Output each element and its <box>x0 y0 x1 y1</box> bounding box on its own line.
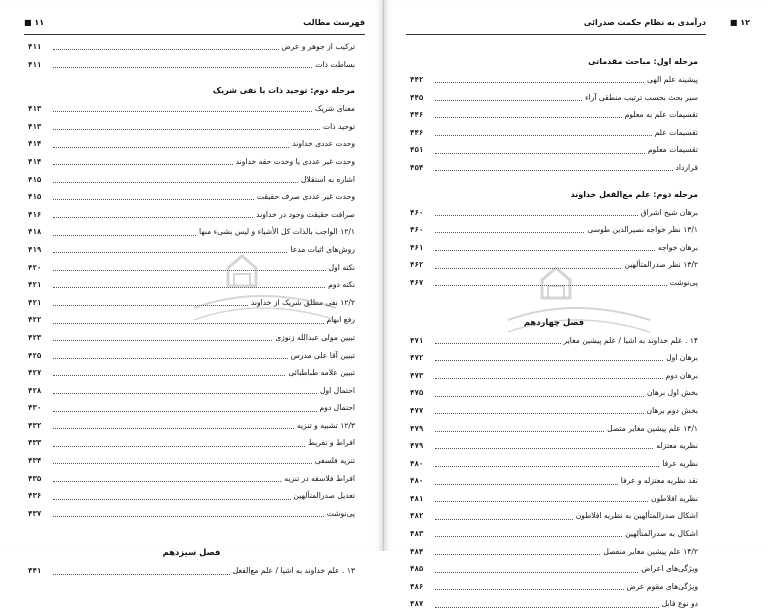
dot-leader <box>53 481 281 482</box>
toc-entry-title: برهان اول <box>666 353 698 363</box>
toc-entry-page: ۴۳۶ <box>28 491 42 501</box>
toc-entry-page: ۴۷۲ <box>410 353 424 363</box>
toc-entry <box>28 100 355 118</box>
dot-leader <box>435 343 561 344</box>
toc-entry-title: برهان شیخ اشراق <box>640 207 698 217</box>
toc-entry-page: ۴۷۷ <box>410 405 424 415</box>
toc-entry-page: ۴۸۲ <box>410 511 424 521</box>
toc-entry <box>28 56 355 74</box>
toc-entry-page: ۴۶۰ <box>410 225 424 235</box>
dot-leader <box>435 153 645 154</box>
toc-entry-title: بخش دوم برهان <box>646 405 698 415</box>
toc-entry <box>410 124 698 142</box>
dot-leader <box>53 516 324 517</box>
toc-entry <box>410 595 698 613</box>
dot-leader <box>53 147 289 148</box>
toc-entry <box>410 437 698 455</box>
toc-entry-title: پی‌نوشت <box>326 508 355 518</box>
toc-entry-title: ۱۳/۲ نظر صدرالمتألهین <box>624 260 698 270</box>
toc-entry-title: وحدت غیر عددی صرف حقیقت <box>256 192 355 202</box>
dot-leader <box>53 428 294 429</box>
dot-leader <box>53 411 317 412</box>
dot-leader <box>435 135 652 136</box>
dot-leader <box>435 536 622 537</box>
toc-entry-title: احتمال دوم <box>319 403 355 413</box>
toc-entry-page: ۴۱۳ <box>28 121 42 131</box>
toc-entry <box>28 38 355 56</box>
dot-leader <box>53 129 320 130</box>
toc-entry-title: تنزیه فلسفی <box>314 456 355 466</box>
toc-entry <box>28 452 355 470</box>
toc-entry-title: ویژگی‌های مقوم عرض <box>626 581 698 591</box>
toc-entry <box>410 159 698 177</box>
toc-entry-page: ۴۵۱ <box>410 145 424 155</box>
toc-entry-page: ۴۷۳ <box>410 370 424 380</box>
toc-entry-page: ۴۱۴ <box>28 139 42 149</box>
toc-entry <box>410 543 698 561</box>
watermark-seal <box>504 262 654 342</box>
toc-entry-page: ۴۱۹ <box>28 244 42 254</box>
toc-entry-page: ۴۴۶ <box>410 127 424 137</box>
toc-entry-page: ۴۱۵ <box>28 174 42 184</box>
dot-leader <box>435 501 648 502</box>
toc-entry-title: تقسیمات معلوم <box>647 145 698 155</box>
dot-leader <box>435 82 644 83</box>
toc-entry-title: ۱۲/۱ الواجب بالذات کل الأشیاء و لیس بشیء منها <box>199 227 355 237</box>
dot-leader <box>53 358 288 359</box>
toc-entry-page: ۴۴۲ <box>410 75 424 84</box>
toc-entry-title: اشاره به استقلال <box>300 174 355 184</box>
toc-entry <box>410 490 698 508</box>
right-page-header <box>406 18 706 32</box>
toc-entry-page: ۴۱۱ <box>28 42 42 51</box>
toc-entry <box>410 141 698 159</box>
toc-entry-page: ۴۸۶ <box>410 581 424 591</box>
toc-entry <box>410 525 698 543</box>
dot-leader <box>53 199 254 200</box>
toc-entry <box>410 560 698 578</box>
toc-entry-title: روش‌های اثبات مدعا <box>290 244 355 254</box>
dot-leader <box>435 360 663 361</box>
right-header-rule <box>406 34 706 35</box>
toc-entry-title: نکته دوم <box>328 280 355 290</box>
toc-entry-title: سیر بحث بحسب ترتیب منطقی آراء <box>584 92 698 102</box>
dot-leader <box>435 589 624 590</box>
toc-entry-page: ۴۶۰ <box>410 207 424 217</box>
toc-entry-title: نظریه افلاطون <box>651 493 698 503</box>
toc-entry-page: ۴۲۱ <box>28 280 42 290</box>
toc-entry-title: تبیین آقا علی مدرس <box>290 350 355 360</box>
toc-entry <box>28 188 355 206</box>
toc-entry-title: ۱۴ . علم خداوند به اشیا / علم پیشین مغایر <box>563 335 698 345</box>
left-header-rule <box>24 34 365 35</box>
toc-entry-page: ۴۳۰ <box>28 403 42 413</box>
dot-leader <box>53 235 196 236</box>
toc-entry-title: ۱۳/۱ نظر خواجه نصیرالدین طوسی <box>587 225 698 235</box>
dot-leader <box>53 217 253 218</box>
toc-entry-page: ۴۸۳ <box>410 529 424 539</box>
toc-entry <box>28 206 355 224</box>
toc-entry-title: برهان خواجه <box>657 242 698 252</box>
toc-entry-title: تعدیل صدرالمتألهین <box>293 491 355 501</box>
toc-entry-page: ۴۳۴ <box>28 456 42 466</box>
toc-entry-page: ۴۲۷ <box>28 368 42 378</box>
toc-entry-page: ۴۳۲ <box>28 420 42 430</box>
toc-entry <box>28 153 355 171</box>
dot-leader <box>53 111 312 112</box>
toc-entry <box>28 417 355 435</box>
dot-leader <box>53 446 305 447</box>
toc-entry-title: معنای شریک <box>314 104 355 114</box>
right-chapter-title: فصل چهاردهم <box>523 316 585 327</box>
dot-leader <box>53 67 312 68</box>
toc-entry-title: قرارداد <box>675 162 698 172</box>
toc-entry <box>410 384 698 402</box>
toc-entry-title: تبیین علامه طباطبائی <box>288 368 355 378</box>
toc-entry-title: ویژگی‌های اعراض <box>641 564 698 574</box>
toc-entry <box>28 171 355 189</box>
toc-entry-page: ۴۶۱ <box>410 242 424 252</box>
toc-entry-page: ۴۸۷ <box>410 599 424 609</box>
dot-leader <box>435 484 618 485</box>
toc-entry-title: اشکال صدرالمتألهین به نظریه افلاطون <box>575 511 698 521</box>
dot-leader <box>53 375 285 376</box>
dot-leader <box>435 378 663 379</box>
toc-entry-page: ۴۲۵ <box>28 350 42 360</box>
toc-entry-page: ۴۴۱ <box>28 566 42 576</box>
dot-leader <box>435 215 638 216</box>
toc-entry-title: ۱۳ . علم خداوند به اشیا / علم مع‌الفعل <box>232 566 355 576</box>
toc-entry <box>28 223 355 241</box>
right-header-title: درآمدی به نظام حکمت صدرائی <box>583 18 706 27</box>
toc-entry <box>28 364 355 382</box>
toc-entry-title: صرافت حقیقت وجود در خداوند <box>256 209 355 219</box>
toc-entry <box>28 562 355 580</box>
toc-entry-title: بخش اول برهان <box>646 388 698 398</box>
watermark-seal <box>190 250 340 330</box>
toc-entry-page: ۴۲۲ <box>28 315 42 325</box>
toc-entry-page: ۴۱۱ <box>28 59 42 69</box>
toc-entry-title: بساطت ذات <box>315 59 355 69</box>
toc-entry-title: اشکال به صدرالمتألهین <box>625 529 698 539</box>
toc-entry-title: ۱۲/۲ نفی مطلق شریک از خداوند <box>250 297 355 307</box>
toc-entry-page: ۴۱۶ <box>28 209 42 219</box>
dot-leader <box>53 499 291 500</box>
toc-entry-title: نظریه عرفا <box>662 458 698 468</box>
toc-entry <box>410 507 698 525</box>
toc-entry-title: ۱۲/۳ تشبیه و تنزیه <box>296 420 355 430</box>
dot-leader <box>53 463 312 464</box>
toc-entry <box>410 221 698 239</box>
toc-entry-title: ۱۴/۲ علم پیشین مغایر منفصل <box>603 546 698 556</box>
left-chapter-title: فصل سیزدهم <box>162 547 221 558</box>
dot-leader <box>53 164 233 165</box>
dot-leader <box>435 466 659 467</box>
toc-entry-page: ۴۳۷ <box>28 508 42 518</box>
right-page-number: ۱۲ ■ <box>729 18 750 27</box>
dot-leader <box>53 393 317 394</box>
toc-entry-page: ۴۷۹ <box>410 441 424 451</box>
toc-entry <box>28 135 355 153</box>
dot-leader <box>435 232 584 233</box>
toc-entry-title: تقسیمات علم <box>654 127 698 137</box>
dot-leader <box>435 431 604 432</box>
dot-leader <box>53 182 298 183</box>
toc-entry-page: ۴۸۵ <box>410 564 424 574</box>
toc-entry <box>410 455 698 473</box>
toc-entry-title: نکته اول <box>328 262 355 272</box>
toc-entry-page: ۴۶۲ <box>410 260 424 270</box>
dot-leader <box>435 572 638 573</box>
right-section1-title: مرحله اول: مباحث مقدماتی <box>588 57 698 66</box>
toc-entry-page: ۴۸۴ <box>410 546 424 556</box>
toc-entry-title: نقد نظریه معتزله و عرفا <box>620 476 698 486</box>
toc-entry-page: ۴۳۵ <box>28 473 42 483</box>
toc-entry-title: رفع ابهام <box>326 315 355 325</box>
toc-entry <box>28 399 355 417</box>
left-page-number: ۱۱ ■ <box>24 18 45 27</box>
left-page <box>0 0 384 576</box>
toc-entry-page: ۴۷۵ <box>410 388 424 398</box>
toc-entry-title: افراط و تفریط <box>307 438 355 448</box>
left-header-title: فهرست مطالب <box>303 18 365 27</box>
toc-entry <box>410 71 698 89</box>
toc-entry <box>410 472 698 490</box>
dot-leader <box>435 117 622 118</box>
toc-entry <box>28 347 355 365</box>
toc-entry-title: ۱۴/۱ علم پیشین مغایر متصل <box>607 423 698 433</box>
toc-entry-page: ۴۶۷ <box>410 277 424 287</box>
toc-entry-page: ۴۲۱ <box>28 297 42 307</box>
dot-leader <box>435 554 600 555</box>
toc-entry <box>28 382 355 400</box>
right-page-number-box <box>710 18 750 32</box>
toc-entry-page: ۴۷۱ <box>410 335 424 345</box>
toc-entry <box>28 329 355 347</box>
dot-leader <box>435 607 659 608</box>
toc-entry-page: ۴۷۹ <box>410 423 424 433</box>
toc-entry-title: پیشینه علم الهی <box>646 75 698 84</box>
toc-entry-title: وحدت عددی خداوند <box>292 139 355 149</box>
dot-leader <box>53 574 230 575</box>
toc-entry-page: ۴۲۰ <box>28 262 42 272</box>
toc-entry <box>28 434 355 452</box>
dot-leader <box>435 413 644 414</box>
toc-entry <box>410 578 698 596</box>
toc-entry-page: ۴۱۴ <box>28 156 42 166</box>
toc-entry <box>410 349 698 367</box>
dot-leader <box>435 396 644 397</box>
toc-entry <box>410 204 698 222</box>
toc-entry-page: ۴۴۶ <box>410 110 424 120</box>
toc-entry-page: ۴۲۳ <box>28 332 42 342</box>
toc-entry-title: احتمال اول <box>319 385 355 395</box>
toc-entry-page: ۴۵۴ <box>410 162 424 172</box>
toc-entry-page: ۴۸۰ <box>410 476 424 486</box>
toc-entry-title: توحید ذات <box>322 121 355 131</box>
toc-entry-title: تبیین مولی عبدالله زنوزی <box>275 332 355 342</box>
toc-entry-title: ترکیب از جوهر و عرض <box>281 42 355 51</box>
toc-entry <box>28 118 355 136</box>
toc-entry <box>28 505 355 523</box>
dot-leader <box>435 519 573 520</box>
toc-entry-page: ۴۱۳ <box>28 104 42 114</box>
dot-leader <box>53 340 272 341</box>
toc-entry-title: نظریه معتزله <box>656 441 698 451</box>
toc-entry-page: ۴۴۵ <box>410 92 424 102</box>
toc-entry <box>410 89 698 107</box>
toc-entry-title: دو نوع قابل <box>661 599 698 609</box>
toc-entry-title: تقسیمات علم به معلوم <box>624 110 698 120</box>
dot-leader <box>435 170 673 171</box>
toc-entry <box>410 106 698 124</box>
toc-entry <box>410 239 698 257</box>
toc-entry <box>28 487 355 505</box>
dot-leader <box>435 250 655 251</box>
right-section2-title: مرحله دوم: علم مع‌الفعل خداوند <box>570 189 698 199</box>
toc-entry <box>28 470 355 488</box>
toc-entry-page: ۴۸۰ <box>410 458 424 468</box>
dot-leader <box>53 49 279 50</box>
toc-entry-page: ۴۱۵ <box>28 192 42 202</box>
toc-entry <box>410 420 698 438</box>
right-page <box>384 0 768 609</box>
toc-entry-page: ۴۳۳ <box>28 438 42 448</box>
toc-entry-title: وحدت غیر عددی یا وحدت حقه خداوند <box>235 156 355 166</box>
dot-leader <box>435 448 653 449</box>
toc-entry-title: پی‌نوشت <box>669 277 698 287</box>
left-section-title: مرحله دوم: توحید ذات یا نفی شریک <box>212 86 355 96</box>
toc-entry <box>410 367 698 385</box>
toc-entry-page: ۴۱۸ <box>28 227 42 237</box>
toc-entry-title: افراط فلاسفه در تنزیه <box>284 473 355 483</box>
toc-entry <box>410 402 698 420</box>
dot-leader <box>435 100 582 101</box>
toc-entry-title: برهان دوم <box>665 370 698 380</box>
toc-entry-page: ۴۲۸ <box>28 385 42 395</box>
left-page-header <box>24 18 365 32</box>
toc-entry-page: ۴۸۱ <box>410 493 424 503</box>
